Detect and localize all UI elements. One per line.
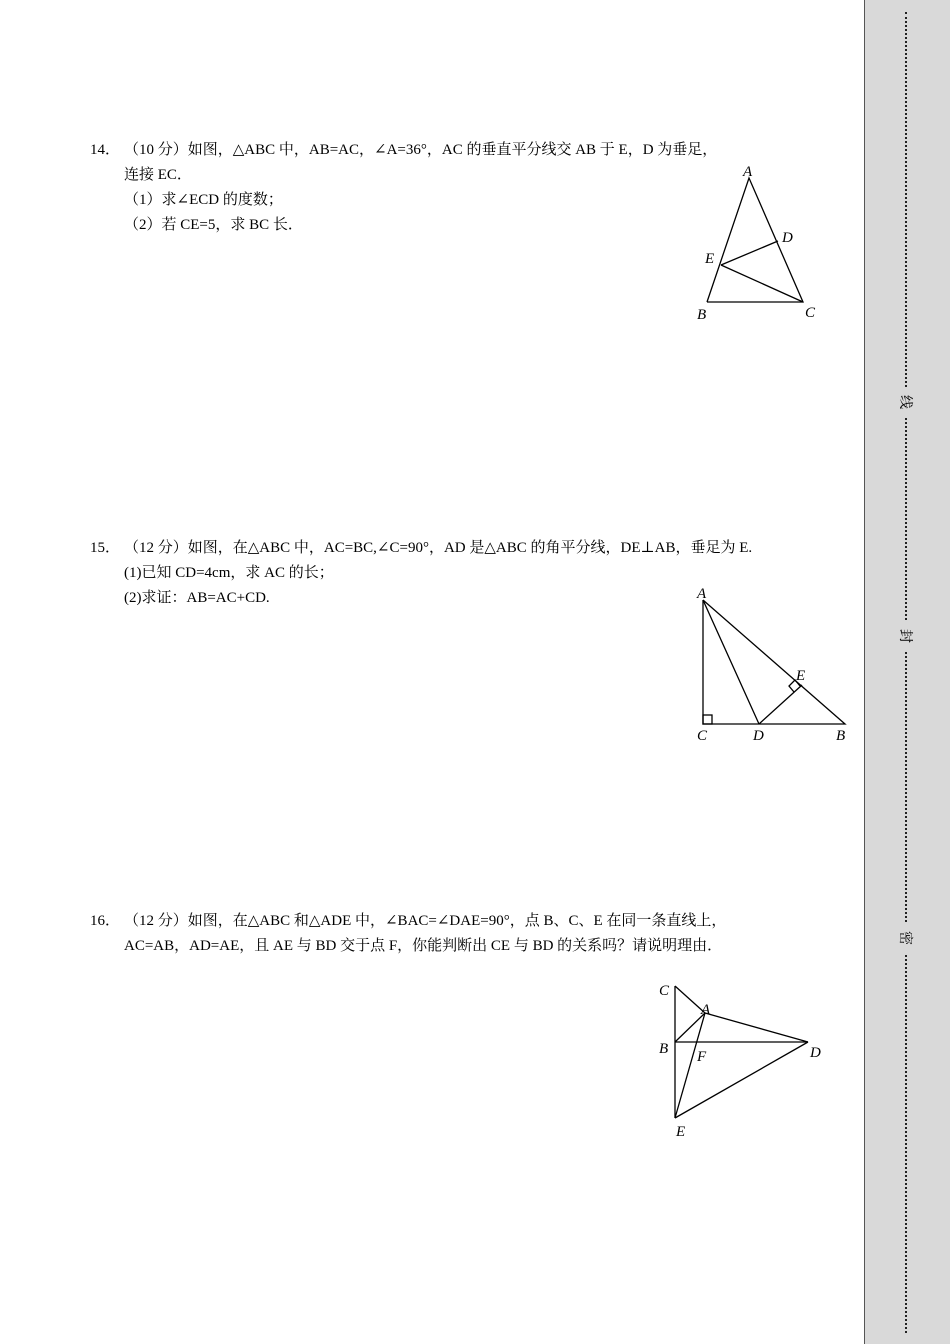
label-a: A xyxy=(701,1002,711,1018)
dotted-line-segment xyxy=(905,652,907,922)
question-stem-line-2: AC=AB，AD=AE，且 AE 与 BD 交于点 F，你能判断出 CE 与 BD 的关系吗？请说明理由． xyxy=(124,938,723,954)
sub-question-1: (1)已知 CD=4cm，求 AC 的长； xyxy=(124,565,334,581)
question-stem-line-2: 连接 EC． xyxy=(124,167,192,183)
dotted-line-segment xyxy=(905,955,907,1333)
question-number: 16． xyxy=(90,913,121,929)
label-d: D xyxy=(753,728,764,744)
label-b: B xyxy=(697,307,707,323)
dotted-line-segment xyxy=(905,418,907,620)
label-a: A xyxy=(697,586,707,602)
segment-de xyxy=(759,685,802,724)
label-e: E xyxy=(796,668,806,684)
binding-char-line: 线 xyxy=(897,395,913,409)
right-angle-mark-c xyxy=(703,715,712,724)
segment-ea xyxy=(675,1013,705,1118)
label-c: C xyxy=(659,983,670,999)
sub-question-1: （1）求∠ECD 的度数； xyxy=(124,192,283,208)
label-c: C xyxy=(697,728,708,744)
segment-ed xyxy=(721,241,778,265)
dotted-line-segment xyxy=(905,12,907,387)
label-d: D xyxy=(810,1045,821,1061)
label-d: D xyxy=(782,230,793,246)
label-b: B xyxy=(836,728,846,744)
label-e: E xyxy=(705,251,715,267)
sub-question-2: (2)求证：AB=AC+CD. xyxy=(124,590,270,606)
binding-margin xyxy=(864,0,950,1344)
question-number: 14． xyxy=(90,142,121,158)
label-c: C xyxy=(805,305,816,321)
label-e: E xyxy=(676,1124,686,1140)
segment-ad xyxy=(705,1013,808,1042)
question-stem-line-1: （12 分）如图，在△ABC 和△ADE 中，∠BAC=∠DAE=90°，点 B、C、E 在同一条直线上， xyxy=(124,913,727,929)
question-stem-line-1: （10 分）如图，△ABC 中，AB=AC，∠A=36°，AC 的垂直平分线交 AB 于 E，D 为垂足， xyxy=(124,142,718,158)
figure-14 xyxy=(690,162,830,327)
question-stem-line-1: （12 分）如图，在△ABC 中，AC=BC,∠C=90°，AD 是△ABC 的角平分线，DE⊥AB，垂足为 E. xyxy=(124,540,753,556)
sub-question-2: （2）若 CE=5，求 BC 长． xyxy=(124,217,303,233)
binding-char-seal: 封 xyxy=(897,629,913,643)
figure-15 xyxy=(690,582,855,747)
label-f: F xyxy=(697,1049,707,1065)
triangle-abc xyxy=(703,600,845,724)
binding-char-secret: 密 xyxy=(897,931,913,945)
segment-ad xyxy=(703,600,759,724)
question-number: 15． xyxy=(90,540,121,556)
label-a: A xyxy=(743,164,753,180)
figure-16 xyxy=(650,975,830,1145)
label-b: B xyxy=(659,1041,669,1057)
segment-ed xyxy=(675,1042,808,1118)
segment-ec xyxy=(721,265,803,302)
